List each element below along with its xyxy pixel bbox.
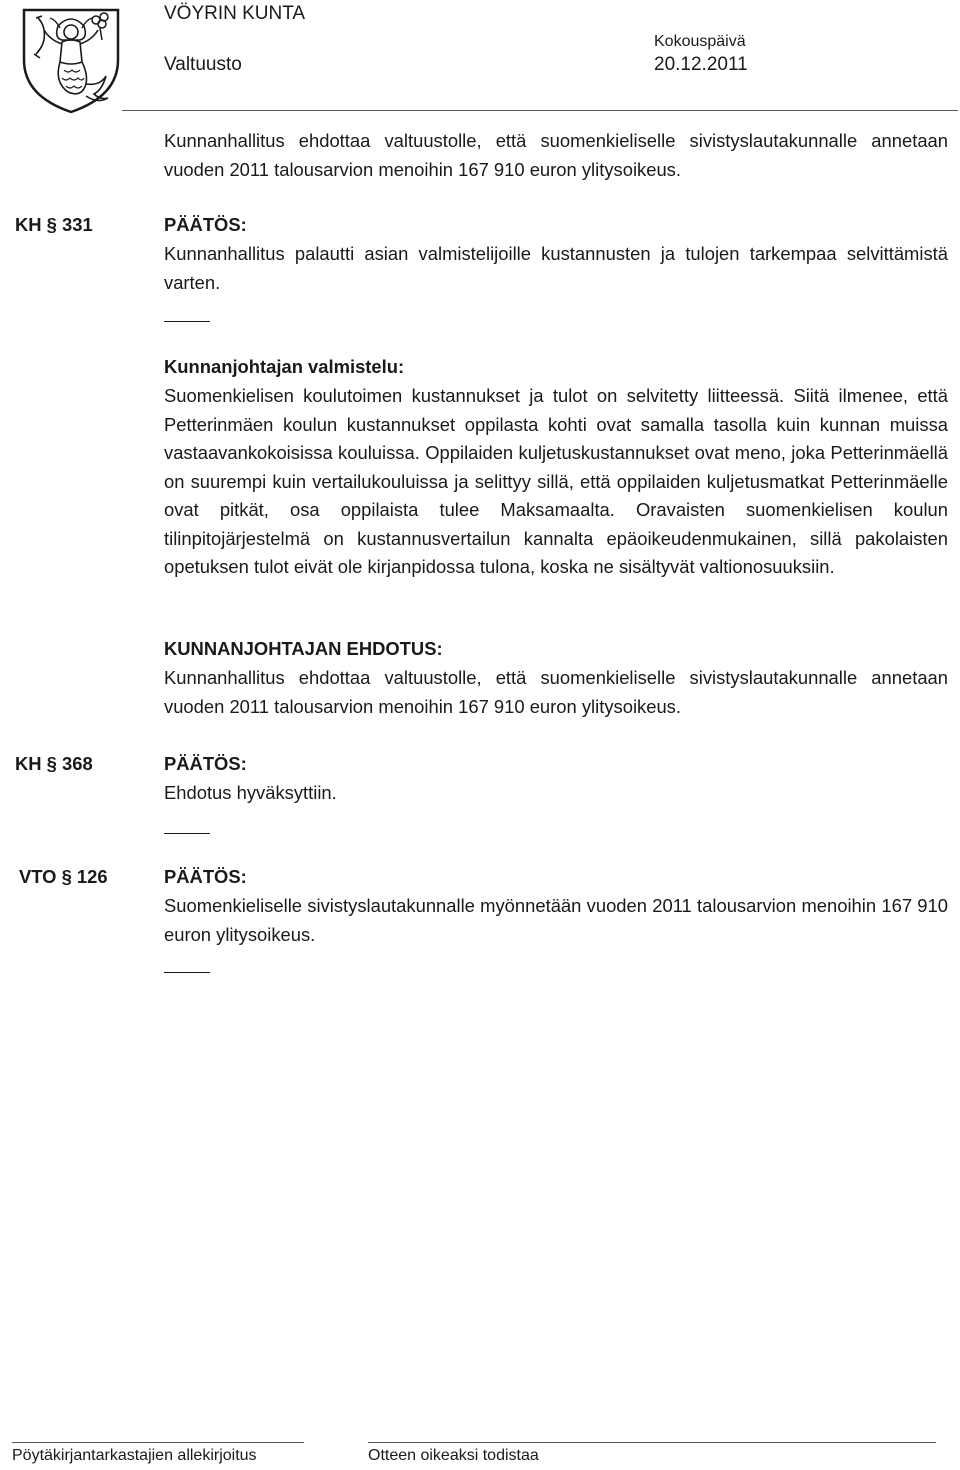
meeting-date-label: Kokouspäivä [654,33,746,50]
municipal-crest-logo [16,4,126,116]
separator-dash [164,321,210,322]
meeting-body: Valtuusto [164,54,242,75]
meeting-date: 20.12.2011 [654,54,748,75]
intro-paragraph: Kunnanhallitus ehdottaa valtuustolle, että suomenkieliselle sivistyslautakunnalle annetaan vuoden 2011 talousarvion menoihin 167 910 euron ylitysoikeus. [164,130,948,180]
certified-label: Otteen oikeaksi todistaa [368,1447,539,1464]
proposal-text: Kunnanhallitus ehdottaa valtuustolle, että suomenkieliselle sivistyslautakunnalle annetaan vuoden 2011 talousarvion menoihin 167 910 euron ylitysoikeus. [164,667,948,717]
decision-label-kh-331: PÄÄTÖS: [164,214,247,235]
preparation-text: Suomenkielisen koulutoimen kustannukset ja tulot on selvitetty liitteessä. Siitä ilmenee, että Petterinmäen koulun kustannukset oppilasta kohti ovat samalla tasolla kuin kunnan muissa vastaavankokoisissa kouluissa. Oppilaiden kuljetuskustannukset ovat meno, joka Petterinmäellä on suurempi kuin vertailukouluissa ja selittyy sillä, että oppilaiden kuljetusmatkat Petterinmäelle ovat pitkät, osa oppilaista tulee Maksamaalta. Oravaisten suomenkielisen koulun tilinpitojärjestelmä on kustannusvertailun kannalta epäoikeudenmukainen, sillä pakolaisten opetuksen tulot eivät ole kirjanpidossa tulona, koska ne sisältyvät valtionosuuksiin. [164,385,948,577]
signatures-label: Pöytäkirjantarkastajien allekirjoitus [12,1447,257,1464]
separator-dash [164,833,210,834]
signature-line [12,1442,304,1443]
preparation-label: Kunnanjohtajan valmistelu: [164,356,405,377]
decision-text-kh-331: Kunnanhallitus palautti asian valmistelijoille kustannusten ja tulojen tarkempaa selvittämistä varten. [164,243,948,293]
decision-label-vto-126: PÄÄTÖS: [164,866,247,887]
decision-text-kh-368: Ehdotus hyväksyttiin. [164,782,337,803]
section-ref-vto-126: VTO § 126 [19,866,108,887]
certification-line [368,1442,936,1443]
org-name: VÖYRIN KUNTA [164,3,306,24]
section-ref-kh-331: KH § 331 [15,214,93,235]
proposal-label: KUNNANJOHTAJAN EHDOTUS: [164,638,443,659]
decision-label-kh-368: PÄÄTÖS: [164,753,247,774]
section-ref-kh-368: KH § 368 [15,753,93,774]
header-rule [122,110,958,111]
decision-text-vto-126: Suomenkieliselle sivistyslautakunnalle myönnetään vuoden 2011 talousarvion menoihin 167 910 euron ylitysoikeus. [164,895,948,945]
separator-dash [164,972,210,973]
